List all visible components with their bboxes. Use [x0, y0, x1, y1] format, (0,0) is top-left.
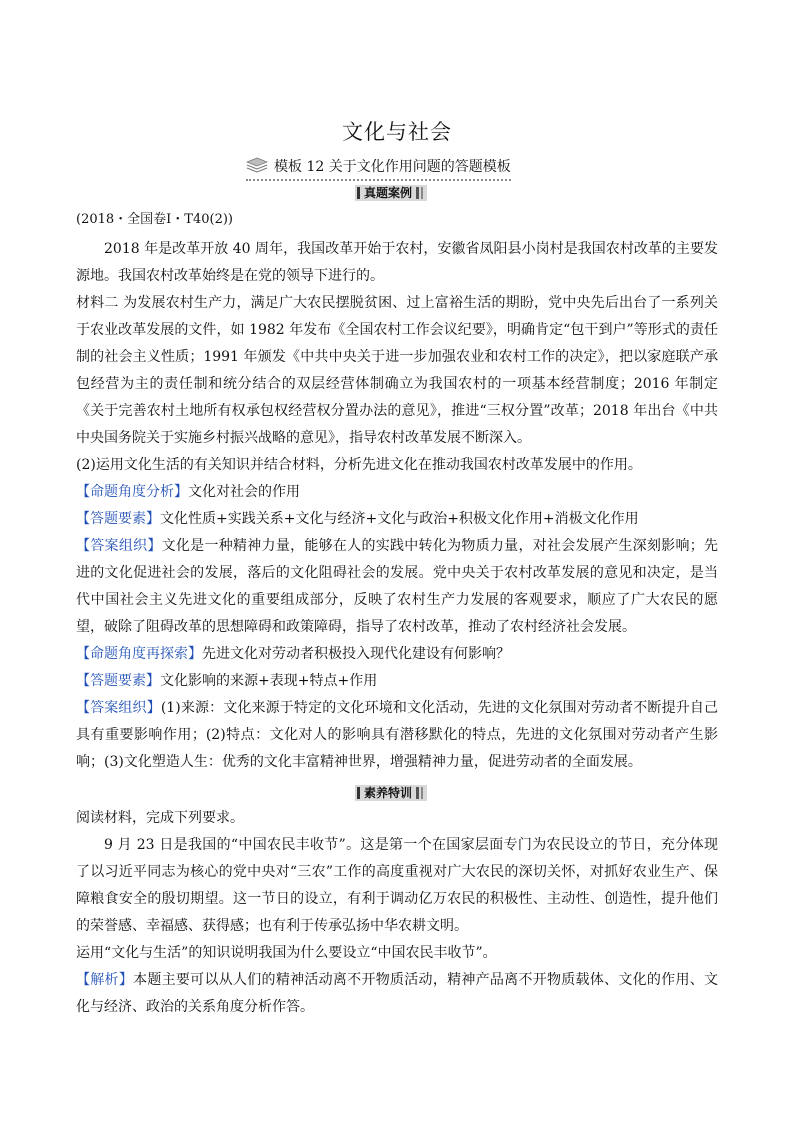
answer-organization-text: 文化是一种精神力量，能够在人的实践中转化为物质力量，对社会发展产生深刻影响；先进的文化促进社会的发展，落后的文化阻碍社会的发展。党中央关于农村改革发展的意见和决定，是当代中国社会主义先进文化的重要组成部分，反映了农村生产力发展的客观要求，顺应了广大农民的愿望，破除了阻碍改革的思想障碍和政策障碍，指导了农村改革，推动了农村经济社会发展。 — [76, 538, 719, 635]
answer-elements — [76, 506, 718, 533]
angle-reexplore-text: 先进文化对劳动者积极投入现代化建设有何影响？ — [202, 646, 510, 662]
training-analysis — [76, 967, 718, 1021]
answer-elements-2-text: 文化影响的来源+表现+特点+作用 — [160, 673, 378, 689]
answer-organization-2-text: (1)来源：文化来源于特定的文化环境和文化活动，先进的文化氛围对劳动者不断提升自己具有重要影响作用；(2)特点：文化对人的影响具有潜移默化的特点，先进的文化氛围对劳动者产生影响；(3)文化塑造人生：优秀的文化丰富精神世界，增强精神力量，促进劳动者的全面发展。 — [76, 700, 718, 770]
answer-elements-text: 文化性质+实践关系+文化与经济+文化与政治+积极文化作用+消极文化作用 — [160, 511, 639, 527]
training-paragraph: 9 月 23 日是我国的“中国农民丰收节”。这是第一个在国家层面专门为农民设立的节日，充分体现了以习近平同志为核心的党中央对“三农”工作的高度重视对广大农民的深切关怀，对抓好农业生产、保障粮食安全的殷切期望。这一节日的设立，有利于调动亿万农民的积极性、主动性、创造性，提升他们的荣誉感、幸福感、获得感；也有利于传承弘扬中华农耕文明。 — [76, 837, 718, 934]
answer-elements-label: 【答题要素】 — [76, 511, 160, 527]
section-tag-real-cases — [355, 185, 427, 201]
training-question: 运用“文化与生活”的知识说明我国为什么要设立“中国农民丰收节”。 — [76, 945, 497, 961]
section-tag-label: 真题案例 — [364, 186, 413, 200]
training-analysis-text: 本题主要可以从人们的精神活动离不开物质活动，精神产品离不开物质载体、文化的作用、文化与经济、政治的关系角度分析作答。 — [76, 972, 719, 1015]
angle-reexplore — [76, 641, 718, 668]
angle-reexplore-label: 【命题角度再探索】 — [76, 646, 202, 662]
answer-organization-2-label: 【答案组织】 — [76, 700, 161, 716]
angle-analysis-label: 【命题角度分析】 — [76, 484, 188, 500]
answer-elements-2 — [76, 668, 718, 695]
training-intro: 阅读材料，完成下列要求。 — [76, 810, 244, 826]
template-subtitle — [246, 155, 511, 181]
answer-organization — [76, 533, 718, 641]
training-analysis-label: 【解析】 — [76, 972, 134, 988]
page-title: 文化与社会 — [342, 120, 452, 144]
case-question: (2)运用文化生活的有关知识并结合材料，分析先进文化在推动我国农村改革发展中的作用。 — [76, 457, 642, 473]
subtitle-text: 模板 12 关于文化作用问题的答题模板 — [274, 159, 511, 175]
angle-analysis — [76, 479, 718, 506]
case-paragraph-1: 2018 年是改革开放 40 周年，我国改革开始于农村，安徽省凤阳县小岗村是我国农村改革的主要发源地。我国农村改革始终是在党的领导下进行的。 — [76, 241, 718, 284]
answer-organization-2 — [76, 695, 718, 776]
answer-organization-label: 【答案组织】 — [76, 538, 162, 554]
section-tag-label: 素养特训 — [364, 786, 413, 800]
case-source: (2018・全国卷Ⅰ・T40(2)) — [76, 212, 233, 227]
angle-analysis-text: 文化对社会的作用 — [188, 484, 300, 500]
section-tag-training — [355, 785, 427, 801]
case-material-2: 材料二 为发展农村生产力，满足广大农民摆脱贫困、过上富裕生活的期盼，党中央先后出台了一系列关于农业改革发展的文件，如 1982 年发布《全国农村工作会议纪要》，明确肯定“包干到户”等形式的责任制的社会主义性质；1991 年颁发《中共中央关于进一步加强农业和农村工作的决定》，把以家庭联产承包经营为主的责任制和统分结合的双层经营体制确立为我国农村的一项基本经营制度；2016 年制定《关于完善农村土地所有权承包权经营权分置办法的意见》，推进“三权分置”改革；2018 年出台《中共中央国务院关于实施乡村振兴战略的意见》，指导农村改革发展不断深入。 — [76, 295, 718, 446]
stack-icon — [246, 157, 268, 175]
answer-elements-2-label: 【答题要素】 — [76, 673, 160, 689]
